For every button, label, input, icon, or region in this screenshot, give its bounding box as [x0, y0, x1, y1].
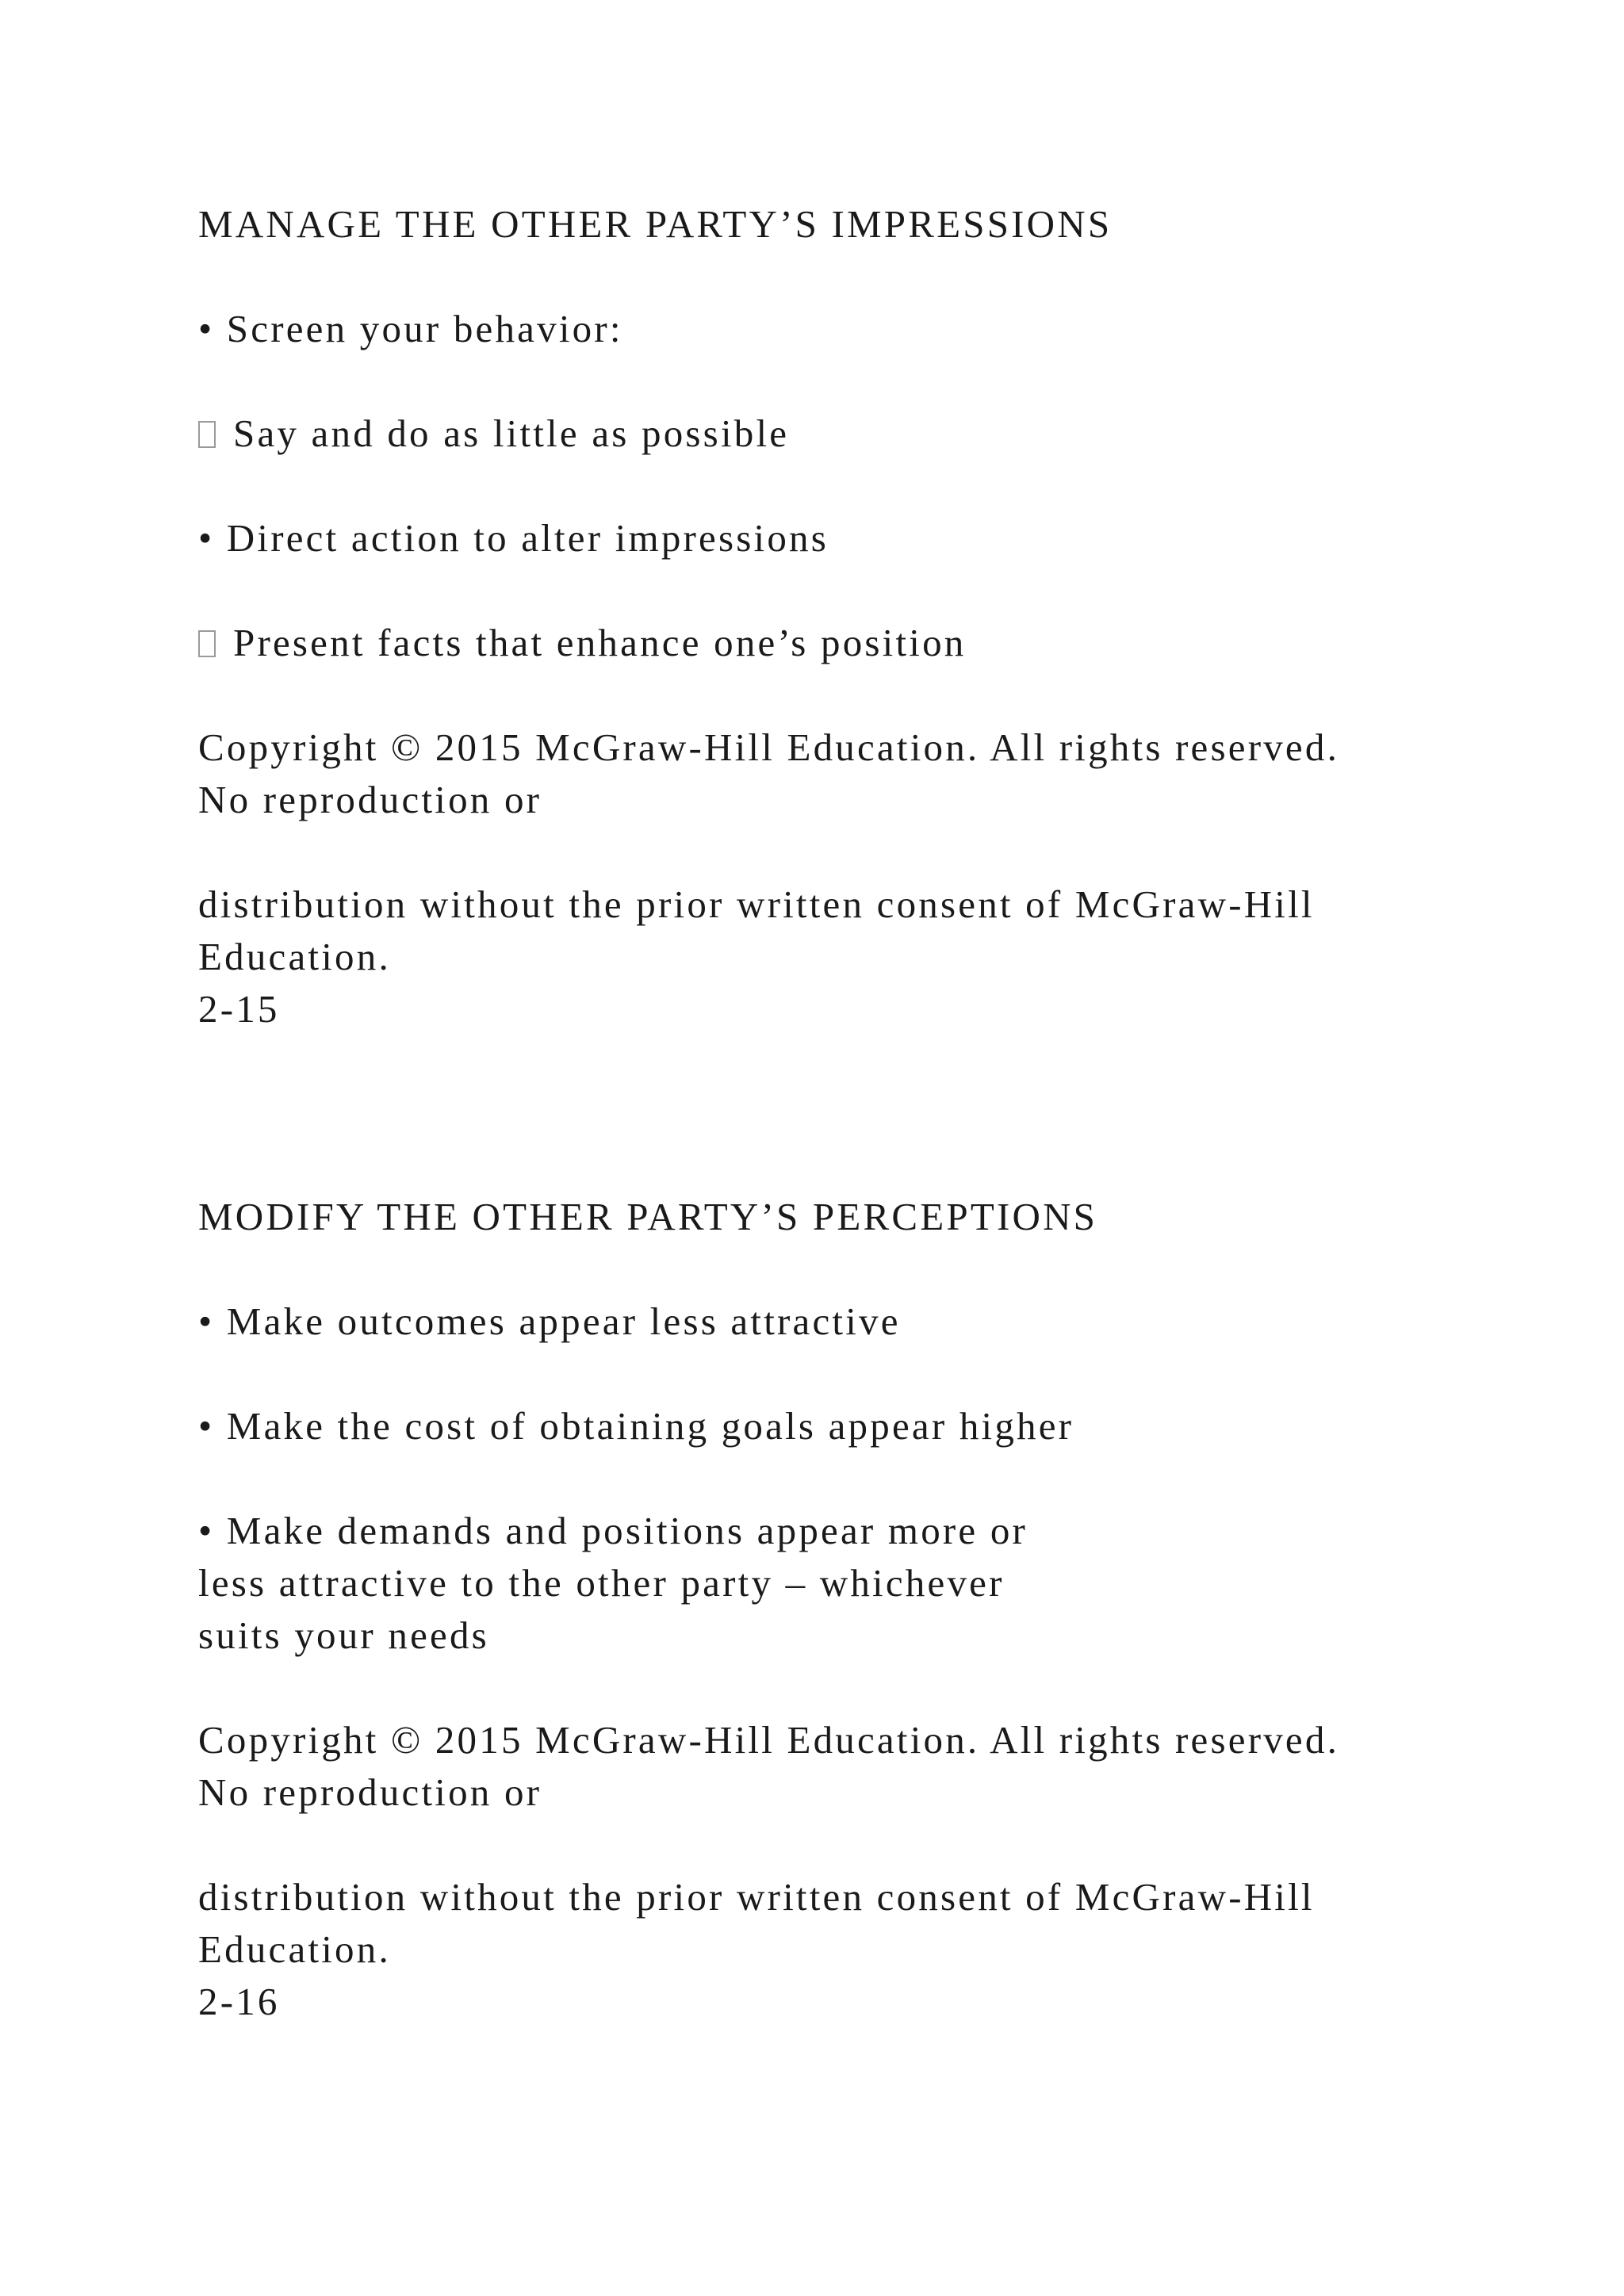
bullet-demands-positions-cont: less attractive to the other party – whichever [198, 1561, 1005, 1605]
bullet-cost-higher: • Make the cost of obtaining goals appear higher [198, 1404, 1074, 1448]
copyright-line: No reproduction or [198, 778, 542, 821]
copyright-line: No reproduction or [198, 1770, 542, 1814]
missing-glyph-icon [198, 421, 216, 448]
copyright-line: Copyright © 2015 McGraw-Hill Education. All rights reserved. [198, 725, 1340, 769]
sub-bullet-present-facts [198, 617, 967, 669]
page-number: 2-16 [198, 1980, 280, 2023]
bullet-demands-positions-cont: suits your needs [198, 1613, 489, 1657]
section-title-impressions: MANAGE THE OTHER PARTY’S IMPRESSIONS [198, 202, 1113, 246]
copyright-line: Education. [198, 935, 391, 978]
sub-bullet-text: Present facts that enhance one’s position [233, 621, 967, 664]
bullet-outcomes-less-attractive: • Make outcomes appear less attractive [198, 1299, 901, 1343]
section-title-perceptions: MODIFY THE OTHER PARTY’S PERCEPTIONS [198, 1195, 1098, 1238]
sub-bullet-text: Say and do as little as possible [233, 411, 790, 455]
bullet-demands-positions: • Make demands and positions appear more or [198, 1509, 1028, 1552]
sub-bullet-say-little [198, 408, 789, 460]
missing-glyph-icon [198, 630, 216, 657]
copyright-line: Education. [198, 1927, 391, 1971]
bullet-direct-action: • Direct action to alter impressions [198, 516, 829, 560]
bullet-screen-behavior: • Screen your behavior: [198, 307, 623, 350]
copyright-line: distribution without the prior written consent of McGraw-Hill [198, 882, 1315, 926]
page-number: 2-15 [198, 987, 280, 1031]
copyright-line: Copyright © 2015 McGraw-Hill Education. All rights reserved. [198, 1718, 1340, 1762]
copyright-line: distribution without the prior written consent of McGraw-Hill [198, 1875, 1315, 1919]
